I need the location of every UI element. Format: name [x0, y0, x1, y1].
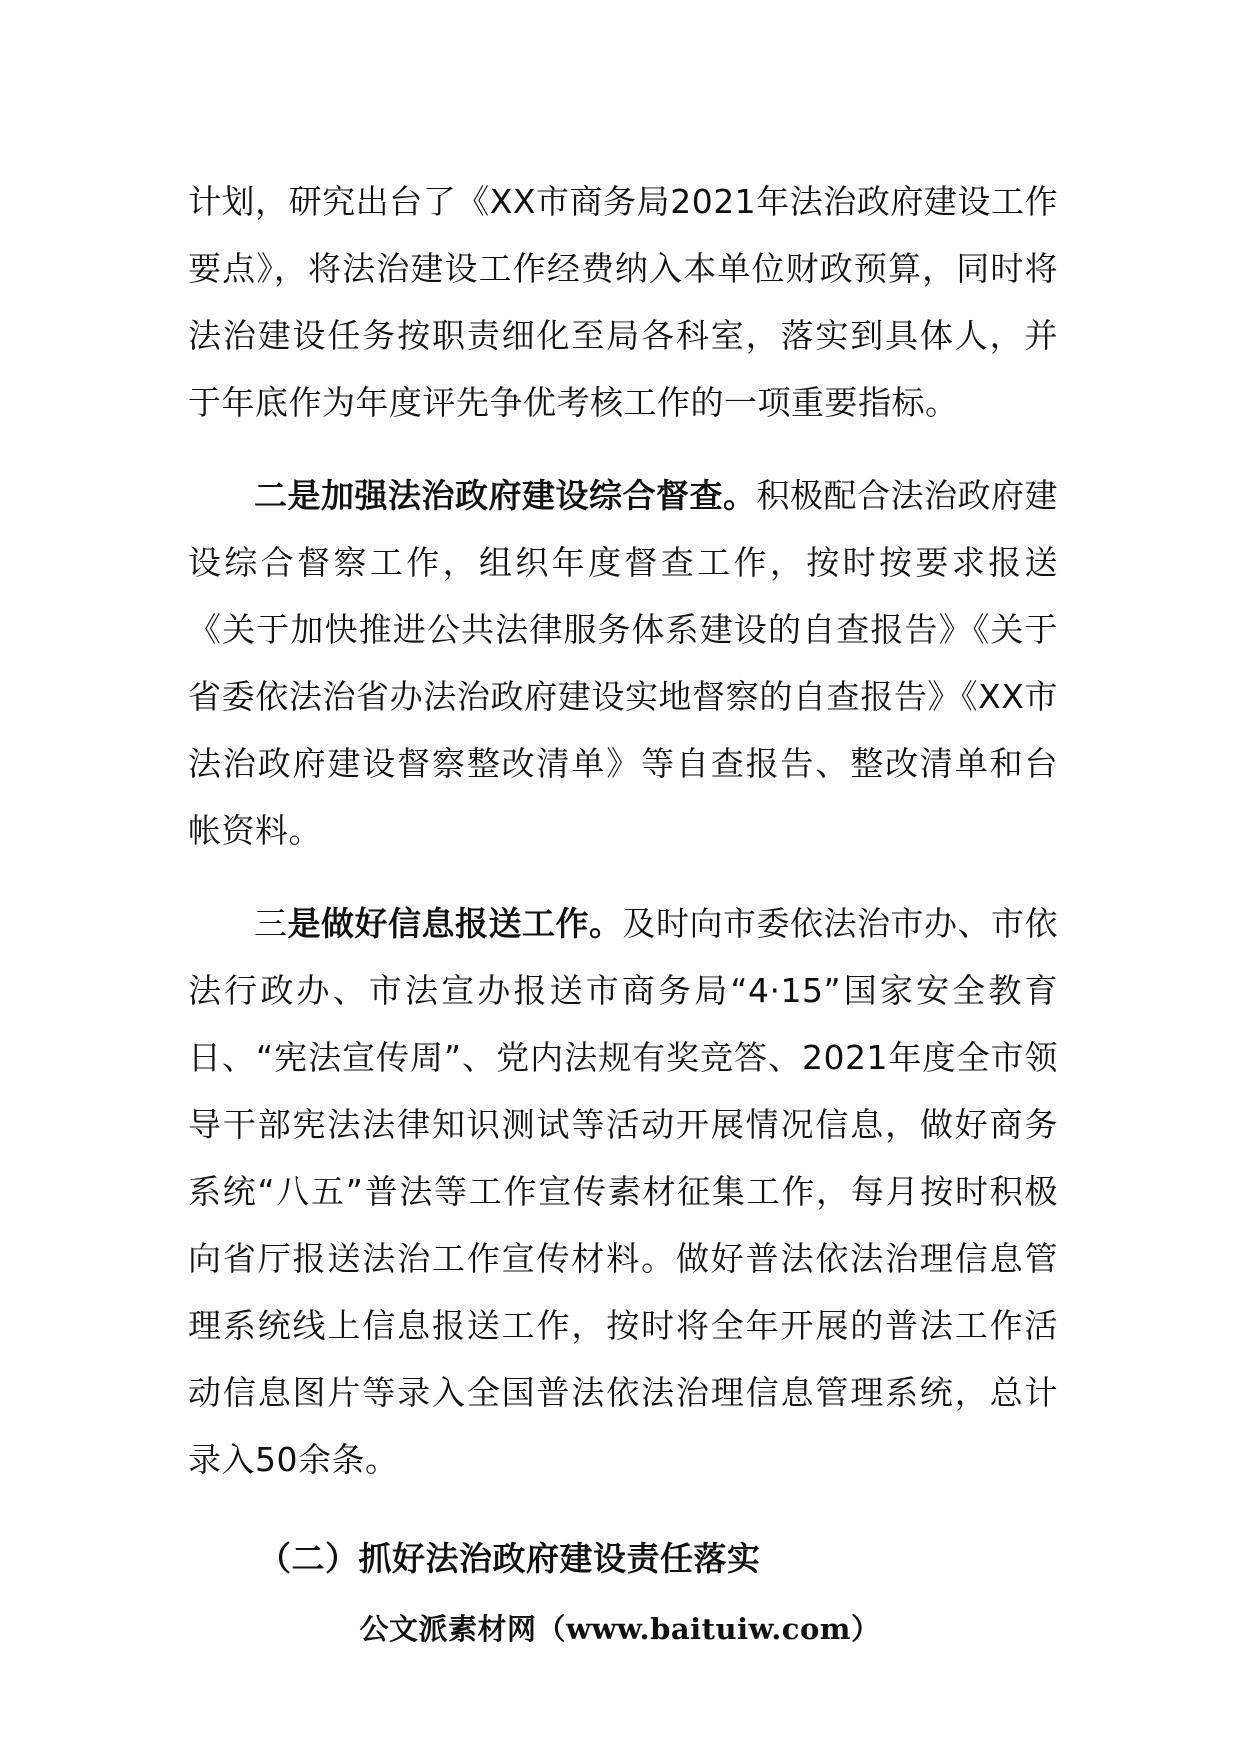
section-heading: （二）抓好法治政府建设责任落实	[258, 1539, 761, 1578]
paragraph-supervision	[188, 462, 1058, 864]
paragraph-3-body: 及时向市委依法治市办、市依法行政办、市法宣办报送市商务局“4·15”国家安全教育日、“宪法宣传周”、党内法规有奖竞答、2021年度全市领导干部宪法法律知识测试等活动开展情况信息，做好商务系统“八五”普法等工作宣传素材征集工作，每月按时积极向省厅报送法治工作宣传材料。做好普法依法治理信息管理系统线上信息报送工作，按时将全年开展的普法工作活动信息图片等录入全国普法依法治理信息管理系统，总计录入50余条。	[188, 904, 1058, 1479]
paragraph-continuation	[188, 168, 1058, 436]
paragraph-3-lead: 是做好信息报送工作。	[287, 904, 623, 943]
document-body	[188, 168, 1058, 1592]
paragraph-2-body: 积极配合法治政府建设综合督察工作，组织年度督查工作，按时按要求报送《关于加快推进公共法律服务体系建设的自查报告》《关于省委依法治省办法治政府建设实地督察的自查报告》《XX市法治政府建设督察整改清单》等自查报告、整改清单和台帐资料。	[188, 476, 1058, 850]
paragraph-information	[188, 890, 1058, 1493]
paragraph-2-lead: 二是加强法治政府建设综合督查。	[254, 476, 757, 515]
paragraph-1-text: 计划，研究出台了《XX市商务局2021年法治政府建设工作要点》，将法治建设工作经费纳入本单位财政预算，同时将法治建设任务按职责细化至局各科室，落实到具体人，并于年底作为年度评先争优考核工作的一项重要指标。	[188, 182, 1058, 422]
footer-watermark: 公文派素材网（www.baituiw.com）	[359, 1612, 881, 1646]
paragraph-3-prefix: 三	[254, 904, 288, 943]
